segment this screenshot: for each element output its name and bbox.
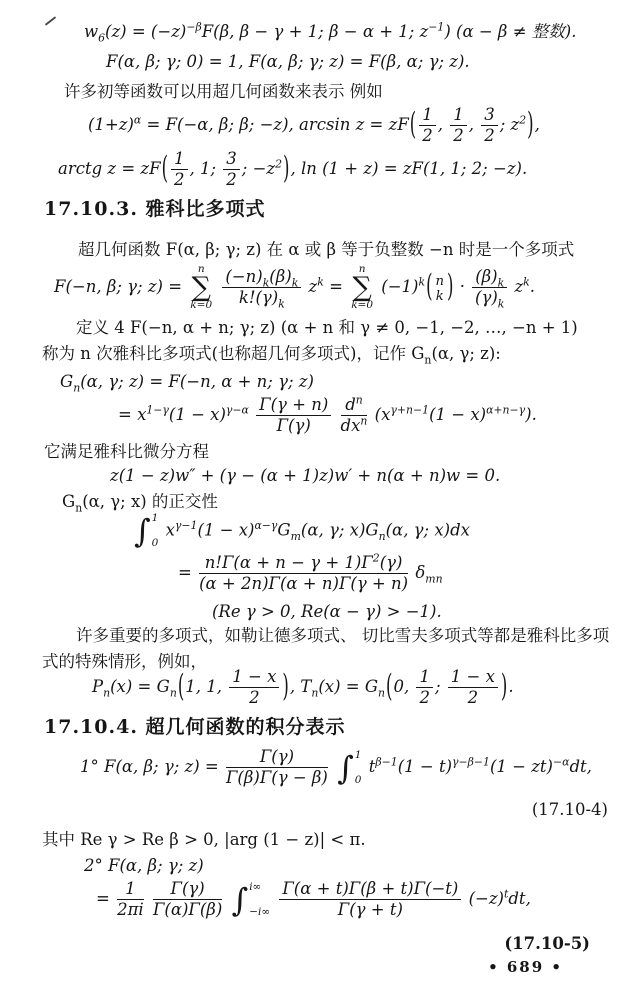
big-parens: ( n k ): [426, 268, 454, 304]
paragraph: 它满足雅科比微分方程: [44, 442, 209, 461]
subscript: n: [311, 686, 319, 700]
superscript: −1: [428, 20, 445, 34]
fraction: $\frac{1}{2}$: [419, 106, 436, 145]
fraction: $\frac{1 - x}{2}$: [229, 668, 279, 707]
math-line: $w_6(z) = (-z)^{-\beta}F(\beta$, β − γ + 1; β − α + 1; $z^{-1}$) (α − β ≠ 整数).: [84, 20, 577, 45]
subscript: k: [262, 275, 270, 289]
fraction: $\frac{(\beta)_k}{(\gamma)_k}$: [472, 268, 507, 307]
superscript: γ−α: [225, 403, 249, 417]
integral: ∫ 1 0: [337, 748, 362, 787]
summation: n ∑ k=0: [351, 263, 374, 312]
paragraph: 其中 Re γ > Re β > 0, |arg (1 − z)| < π.: [42, 830, 366, 849]
subscript: n: [378, 686, 386, 700]
superscript: k: [523, 275, 530, 289]
sigma-symbol: ∑: [191, 271, 211, 303]
superscript: γ−1: [174, 519, 198, 532]
paragraph: 许多初等函数可以用超几何函数来表示 例如: [64, 82, 383, 101]
superscript: n: [360, 414, 368, 428]
superscript: 2: [372, 551, 380, 565]
superscript: −β: [186, 20, 202, 34]
subscript: n: [75, 501, 83, 515]
math-line: 1° F(α, β; γ; z) = $\frac{\Gamma(\gamma)}{\Gamma(\beta)\Gamma(\gamma - \beta)}$ ∫ 1 0 $t^{\beta-1}(1 - t)^{\gamma-\beta-1}(1 - zt)^{-\alpha}dt$,: [80, 747, 592, 788]
math-line: arctg z = zF ( $\frac{1}{2}$ , 1; $\frac{3}{2}$ ; $-z^2$ ) , ln (1 + z) = zF(1, 1; 2; −z).: [58, 149, 528, 190]
subscript: k: [497, 275, 505, 289]
subscript: 6: [98, 31, 106, 45]
math-line: (Re γ > 0, Re(α − γ) > −1).: [212, 602, 442, 621]
summation: n ∑ k=0: [190, 263, 213, 312]
sigma-symbol: ∑: [352, 271, 372, 303]
subscript: n: [378, 529, 386, 543]
superscript: n: [355, 393, 363, 407]
fraction: $\frac{3}{2}$: [223, 150, 240, 189]
math-line: = $\frac{1}{2\pi i}$ $\frac{\Gamma(\gamma)}{\Gamma(\alpha)\Gamma(\beta)}$ ∫ i∞ −i∞ $\frac{\Gamma(\alpha + t)\Gamma(\beta + t)\Gamma(-t)}{\Gamma(\gamma + t)}$ $(-z)^tdt$,: [96, 879, 531, 920]
superscript: β−1: [375, 755, 398, 769]
superscript: α−γ: [254, 519, 278, 532]
math-line: = $x^{1-\gamma}(1 - x)^{\gamma-\alpha}$ $\frac{\Gamma(\gamma + n)}{\Gamma(\gamma)}$ $\frac{d^n}{dx^n}$ $(x^{\gamma+n-1}(1 - x)^{\alpha+n-\gamma})$.: [118, 393, 537, 436]
math-line: F(α, β; γ; 0) = 1, F(α, β; γ; z) = F(β, α; γ; z).: [106, 52, 470, 71]
fraction: $\frac{\Gamma(\gamma)}{\Gamma(\alpha)\Gamma(\beta)}$: [152, 879, 223, 920]
page-number: • 689 •: [488, 958, 563, 976]
math-line: $G_n(\alpha$, γ; z) = F(−n, α + n; γ; z): [60, 372, 314, 395]
subscript: k: [291, 275, 299, 289]
equation-number: (17.10-5): [504, 934, 590, 953]
math-line: $(1+z)^\alpha = F(-\alpha$, β; β; −z), arcsin z = zF ( $\frac{1}{2}$ , $\frac{1}{2}$ , $\frac{3}{2}$ ; $z^2$ ) ,: [88, 105, 540, 146]
superscript: k: [317, 275, 324, 289]
fraction: $\frac{d^n}{dx^n}$: [340, 393, 368, 436]
subscript: n: [103, 686, 111, 700]
paragraph: 超几何函数 F(α, β; γ; z) 在 α 或 β 等于负整数 −n 时是一个多项式: [78, 240, 575, 259]
paragraph: 定义 4 F(−n, α + n; γ; z) (α + n 和 γ ≠ 0, −1, −2, …, −n + 1): [76, 318, 578, 337]
integral: ∫ i∞ −i∞: [231, 880, 271, 919]
superscript: γ+n−1: [390, 403, 430, 417]
fraction: $\frac{1}{2}$: [450, 106, 467, 145]
subscript: k: [278, 297, 285, 311]
subscript: n: [73, 381, 81, 395]
subscript: n: [424, 353, 432, 367]
paragraph: 式的特殊情形，例如，: [42, 652, 207, 671]
superscript: −α: [552, 755, 570, 769]
math-line: z(1 − z)w″ + (γ − (α + 1)z)w′ + n(α + n)w = 0.: [110, 466, 501, 485]
integral-symbol: ∫: [134, 512, 151, 550]
equation-number: (17.10-4): [531, 800, 608, 819]
subscript: m: [290, 529, 301, 543]
fraction: $\frac{1}{2}$: [171, 150, 188, 189]
fraction: $\frac{\Gamma(\gamma)}{\Gamma(\beta)\Gamma(\gamma - \beta)}$: [225, 747, 328, 788]
subscript: n: [169, 686, 177, 700]
superscript: 2: [519, 113, 527, 127]
superscript: γ−β−1: [452, 755, 490, 769]
superscript: t: [504, 887, 509, 901]
fraction: $\frac{\Gamma(\alpha + t)\Gamma(\beta + t)\Gamma(-t)}{\Gamma(\gamma + t)}$: [279, 880, 461, 919]
big-parens: ( 0, $\frac{1}{2}$ ; $\frac{1 - x}{2}$ ): [386, 667, 508, 708]
superscript: α: [133, 113, 142, 127]
math-line: = $\frac{n!\Gamma(\alpha + n - \gamma + 1)\Gamma^2(\gamma)}{(\alpha + 2n)\Gamma(\alpha + n)\Gamma(\gamma + n)}$ $\delta_{mn}$: [178, 551, 443, 594]
fraction: $\frac{1}{2}$: [416, 668, 433, 707]
big-parens: ( 1, 1, $\frac{1 - x}{2}$ ): [177, 667, 289, 708]
fraction: $\frac{\Gamma(\gamma + n)}{\Gamma(\gamma)}$: [256, 396, 331, 435]
subscript: k: [497, 297, 505, 311]
stacked-pair: n k: [435, 274, 445, 304]
fraction: $\frac{n!\Gamma(\alpha + n - \gamma + 1)\Gamma^2(\gamma)}{(\alpha + 2n)\Gamma(\alpha + n)\Gamma(\gamma + n)}$: [199, 551, 409, 594]
fraction: $\frac{3}{2}$: [481, 106, 498, 145]
superscript: 1−γ: [146, 403, 169, 417]
section-heading: 17.10.4. 超几何函数的积分表示: [44, 716, 346, 738]
fraction: $\frac{1 - x}{2}$: [448, 668, 498, 707]
paragraph: 许多重要的多项式，如勒让德多项式、 切比雪夫多项式等都是雅科比多项: [76, 626, 610, 645]
superscript: k: [418, 275, 426, 289]
paragraph: 称为 n 次雅科比多项式(也称超几何多项式)，记作 $G_n(\alpha$, γ; z):: [42, 344, 501, 367]
paragraph: $G_n(\alpha$, γ; x) 的正交性: [62, 492, 218, 515]
integral-symbol: ∫: [231, 880, 249, 919]
math-line: ∫ 1 0 $x^{\gamma-1}(1 - x)^{\alpha-\gamma}G_m(\alpha$, γ; $x)G_n(\alpha$, γ; x)dx: [134, 512, 470, 550]
big-parens: ( $\frac{1}{2}$ , 1; $\frac{3}{2}$ ; $-z^2$ ): [161, 149, 290, 190]
section-heading: 17.10.3. 雅科比多项式: [44, 198, 266, 220]
subscript: mn: [425, 572, 443, 586]
big-parens: ( $\frac{1}{2}$ , $\frac{1}{2}$ , $\frac{3}{2}$ ; $z^2$ ): [409, 105, 534, 146]
math-line: $P_n(x) = G_n$ ( 1, 1, $\frac{1 - x}{2}$ ) , $T_n(x) = G_n$ ( 0, $\frac{1}{2}$ ; $\frac{1 - x}{2}$ ) .: [92, 667, 514, 708]
fraction: $\frac{(-n)_k(\beta)_k}{k!(\gamma)_k}$: [222, 268, 301, 307]
math-line: F(−n, β; γ; z) = n ∑ k=0 $\frac{(-n)_k(\beta)_k}{k!(\gamma)_k}$ $z^k$ = n ∑ k=0 $(-1)^k$ ( n k ) · $\frac{(\beta)_k}{(\gamma)_k}$ $z^k$.: [54, 263, 536, 312]
superscript: 2: [275, 157, 283, 171]
fraction: $\frac{1}{2\pi i}$: [117, 879, 144, 920]
math-line: 2° F(α, β; γ; z): [84, 856, 204, 875]
superscript: α+n−γ: [486, 403, 526, 417]
integral: ∫ 1 0: [134, 512, 159, 550]
integral-symbol: ∫: [337, 748, 354, 787]
pen-mark: [45, 16, 56, 26]
